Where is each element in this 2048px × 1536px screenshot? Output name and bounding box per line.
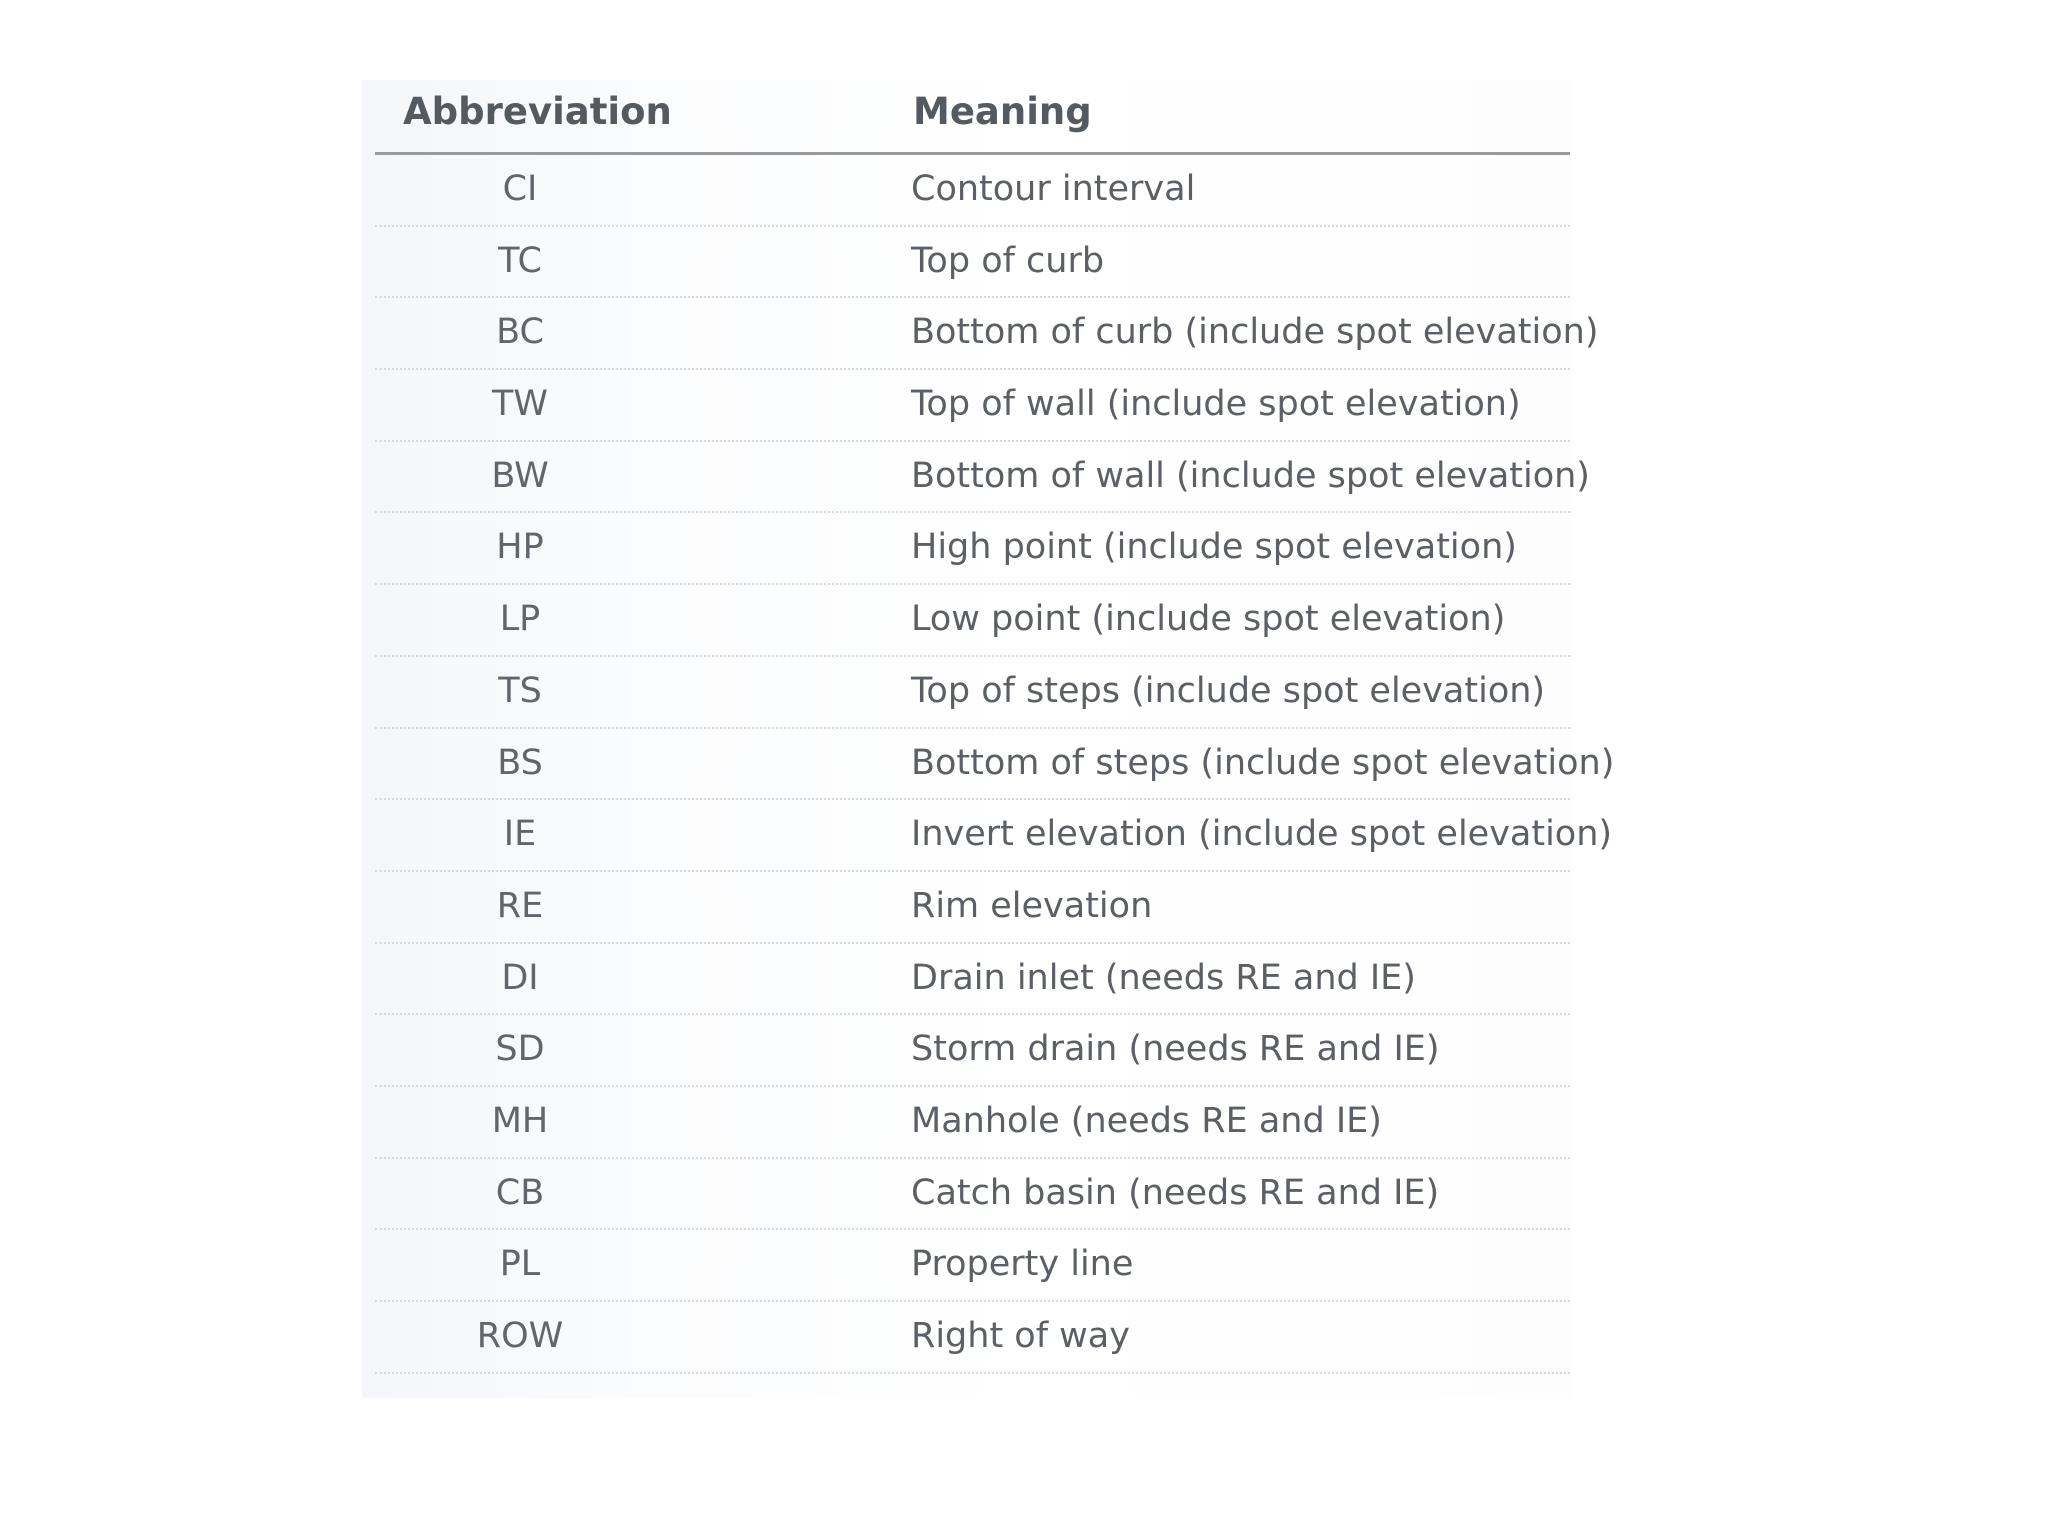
table-row [375,442,1590,514]
abbreviation-cell: CI [502,169,538,209]
abbreviation-cell: TW [492,384,548,425]
table-row [375,1230,1570,1302]
abbreviation-cell: IE [503,814,537,855]
table-row [375,1159,1570,1231]
meaning-cell: Bottom of wall (include spot elevation) [911,455,1590,496]
table-row [375,657,1570,729]
abbreviation-cell: TC [498,240,542,281]
abbreviation-cell: PL [499,1244,541,1285]
abbreviation-cell: RE [496,885,544,926]
table-row [375,1087,1570,1159]
meaning-cell: Drain inlet (needs RE and IE) [911,957,1416,998]
abbreviation-cell: ROW [476,1316,564,1356]
abbreviation-cell: DI [501,957,539,998]
meaning-cell: Catch basin (needs RE and IE) [911,1172,1440,1213]
meaning-cell: Top of curb [911,240,1105,281]
abbreviation-cell: BW [491,455,549,496]
table-row [375,298,1599,370]
table-row [375,1302,1570,1374]
table-row [375,944,1570,1016]
table-row [375,800,1613,872]
meaning-cell: Rim elevation [911,885,1153,926]
meaning-cell: Right of way [911,1316,1130,1356]
table-row [375,227,1570,299]
meaning-cell: Manhole (needs RE and IE) [911,1100,1382,1141]
meaning-cell: Bottom of steps (include spot elevation) [911,742,1615,783]
meaning-cell: Low point (include spot elevation) [911,599,1506,640]
abbreviation-cell: MH [491,1100,549,1141]
table-row [375,729,1615,801]
meaning-cell: High point (include spot elevation) [911,527,1517,568]
abbreviation-cell: CB [495,1172,545,1213]
meaning-cell: Property line [911,1244,1134,1285]
meaning-cell: Contour interval [911,169,1196,209]
abbreviations-table [375,80,1615,1374]
table-row [375,370,1570,442]
table-row [375,872,1570,944]
table-row [375,513,1570,585]
abbreviation-cell: BS [497,742,543,783]
abbreviation-cell: BC [496,312,544,353]
abbreviation-cell: SD [495,1029,545,1070]
meaning-column-header: Meaning [913,90,1092,133]
abbreviation-cell: LP [499,599,541,640]
meaning-cell: Top of wall (include spot elevation) [911,384,1521,425]
table-header [375,80,1570,155]
meaning-cell: Storm drain (needs RE and IE) [911,1029,1440,1070]
abbreviation-cell: TS [498,670,542,711]
meaning-cell: Invert elevation (include spot elevation) [911,814,1613,855]
table-row [375,155,1570,227]
abbreviation-column-header: Abbreviation [403,90,672,133]
meaning-cell: Top of steps (include spot elevation) [911,670,1546,711]
abbreviation-cell: HP [496,527,544,568]
table-row [375,585,1570,657]
meaning-cell: Bottom of curb (include spot elevation) [911,312,1599,353]
table-body [375,155,1615,1374]
table-row [375,1015,1570,1087]
